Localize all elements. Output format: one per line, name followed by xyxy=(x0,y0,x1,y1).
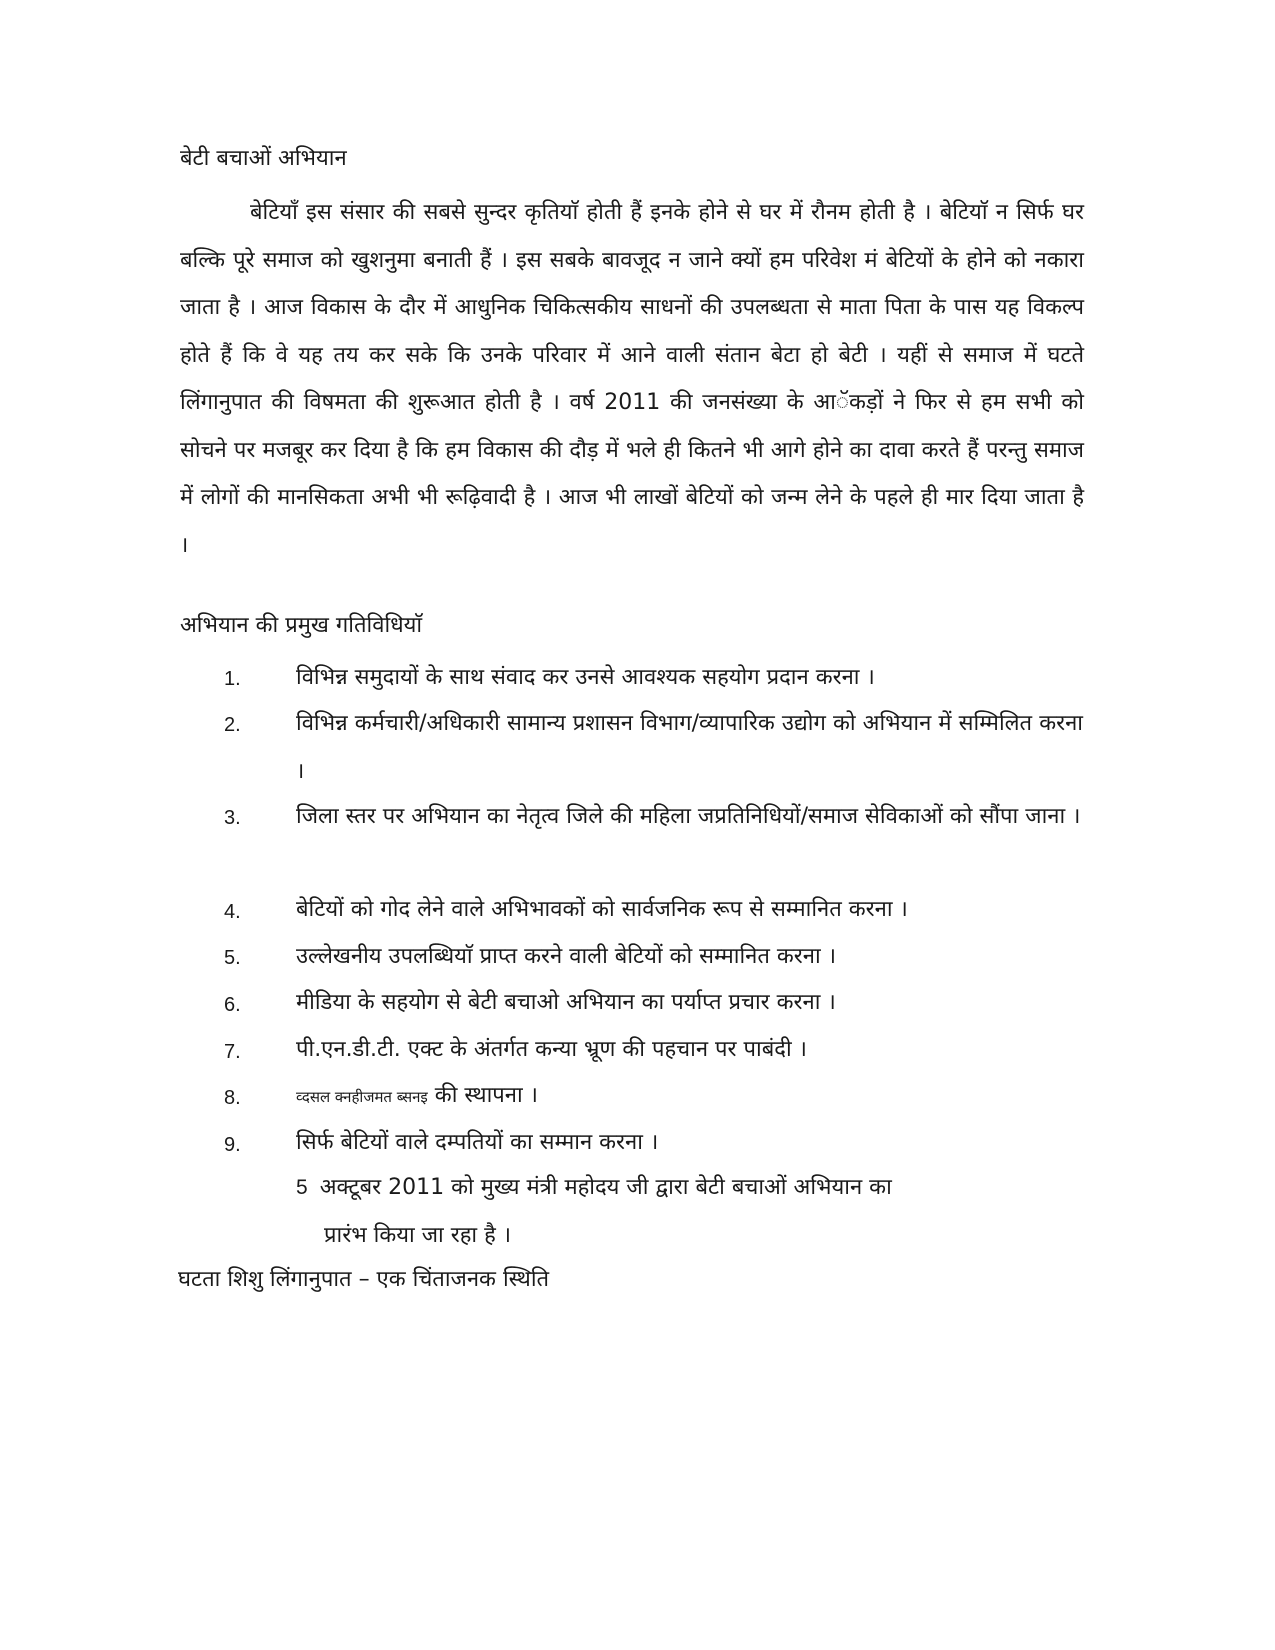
item-number: 3. xyxy=(224,807,241,829)
item-number: 2. xyxy=(224,714,241,736)
item-number: 4. xyxy=(224,901,241,923)
item-number: 5. xyxy=(224,947,241,969)
intro-paragraph: बेटियाँ इस संसार की सबसे सुन्दर कृतियाॅ होती हैं इनके होने से घर में रौनम होती है । बेटियाॅ न सिर्फ घर बल्कि पूरे समाज को खुशनुमा बनाती हैं । इस सबके बावजूद न जाने क्यों हम परिवेश मं बेटियों के होने को नकारा जाता है । आज विकास के दौर में आधुनिक चिकित्सकीय साधनों की उपलब्धता से माता पिता के पास यह विकल्प होते हैं कि वे यह तय कर सके कि उनके परिवार में आने वाली संतान बेटा हो बेटी । यहीं से समाज में घटते लिंगानुपात की विषमता की शुरूआत होती है । वर्ष 2011 की जनसंख्या के आॅकड़ों ने फिर से हम सभी को सोचने पर मजबूर कर दिया है कि हम विकास की दौड़ में भले ही कितने भी आगे होने का दावा करते हैं परन्तु समाज में लोगों की मानसिकता अभी भी रूढ़िवादी है । आज भी लाखों बेटियों को जन्म लेने के पहले ही मार दिया जाता है । xyxy=(180,200,1084,558)
closing-heading: घटता शिशु लिंगानुपात – एक चिंताजनक स्थिति xyxy=(178,1267,550,1292)
document-title: बेटी बचाओं अभियान xyxy=(180,146,347,171)
item-number: 6. xyxy=(224,994,241,1016)
item-number: 1. xyxy=(224,668,241,690)
garbled-text: व्दसल क्नहीजमत ब्सनइ xyxy=(296,1088,428,1106)
item-number: 7. xyxy=(224,1041,241,1063)
item-text: बेटियों को गोद लेने वाले अभिभावकों को सार्वजनिक रूप से सम्मानित करना । xyxy=(296,897,908,922)
item-text: मीडिया के सहयोग से बेटी बचाओ अभियान का पर्याप्त प्रचार करना । xyxy=(296,990,836,1015)
item-text: विभिन्न कर्मचारी/अधिकारी सामान्य प्रशासन विभाग/व्यापारिक उद्योग को अभियान में सम्मिलित करना । xyxy=(296,711,1083,784)
item-text xyxy=(296,1072,1083,1122)
item-number: 9. xyxy=(224,1134,241,1156)
launch-note-line-1 xyxy=(296,1164,1084,1212)
item-text: विभिन्न समुदायों के साथ संवाद कर उनसे आवश्यक सहयोग प्रदान करना । xyxy=(296,665,875,690)
launch-note-number: 5 xyxy=(296,1176,308,1199)
item-text: जिला स्तर पर अभियान का नेतृत्व जिले की महिला जप्रतिनिधियों/समाज सेविकाओं को सौंपा जाना । xyxy=(296,804,1081,829)
launch-note-line-2: प्रारंभ किया जा रहा है । xyxy=(324,1222,512,1248)
item-text: पी.एन.डी.टी. एक्ट के अंतर्गत कन्या भ्रूण की पहचान पर पाबंदी । xyxy=(296,1037,807,1062)
launch-note-text: अक्टूबर 2011 को मुख्य मंत्री महोदय जी द्वारा बेटी बचाओं अभियान का xyxy=(319,1175,892,1200)
activities-heading: अभियान की प्रमुख गतिविधियाॅ xyxy=(180,613,423,638)
item-number: 8. xyxy=(224,1087,241,1109)
launch-note xyxy=(296,1164,1084,1259)
item-text: सिर्फ बेटियों वाले दम्पतियों का सम्मान करना । xyxy=(296,1130,659,1155)
item-text: उल्लेखनीय उपलब्धियाॅ प्राप्त करने वाली बेटियों को सम्मानित करना । xyxy=(296,944,837,969)
item-text-suffix: की स्थापना । xyxy=(427,1083,539,1108)
